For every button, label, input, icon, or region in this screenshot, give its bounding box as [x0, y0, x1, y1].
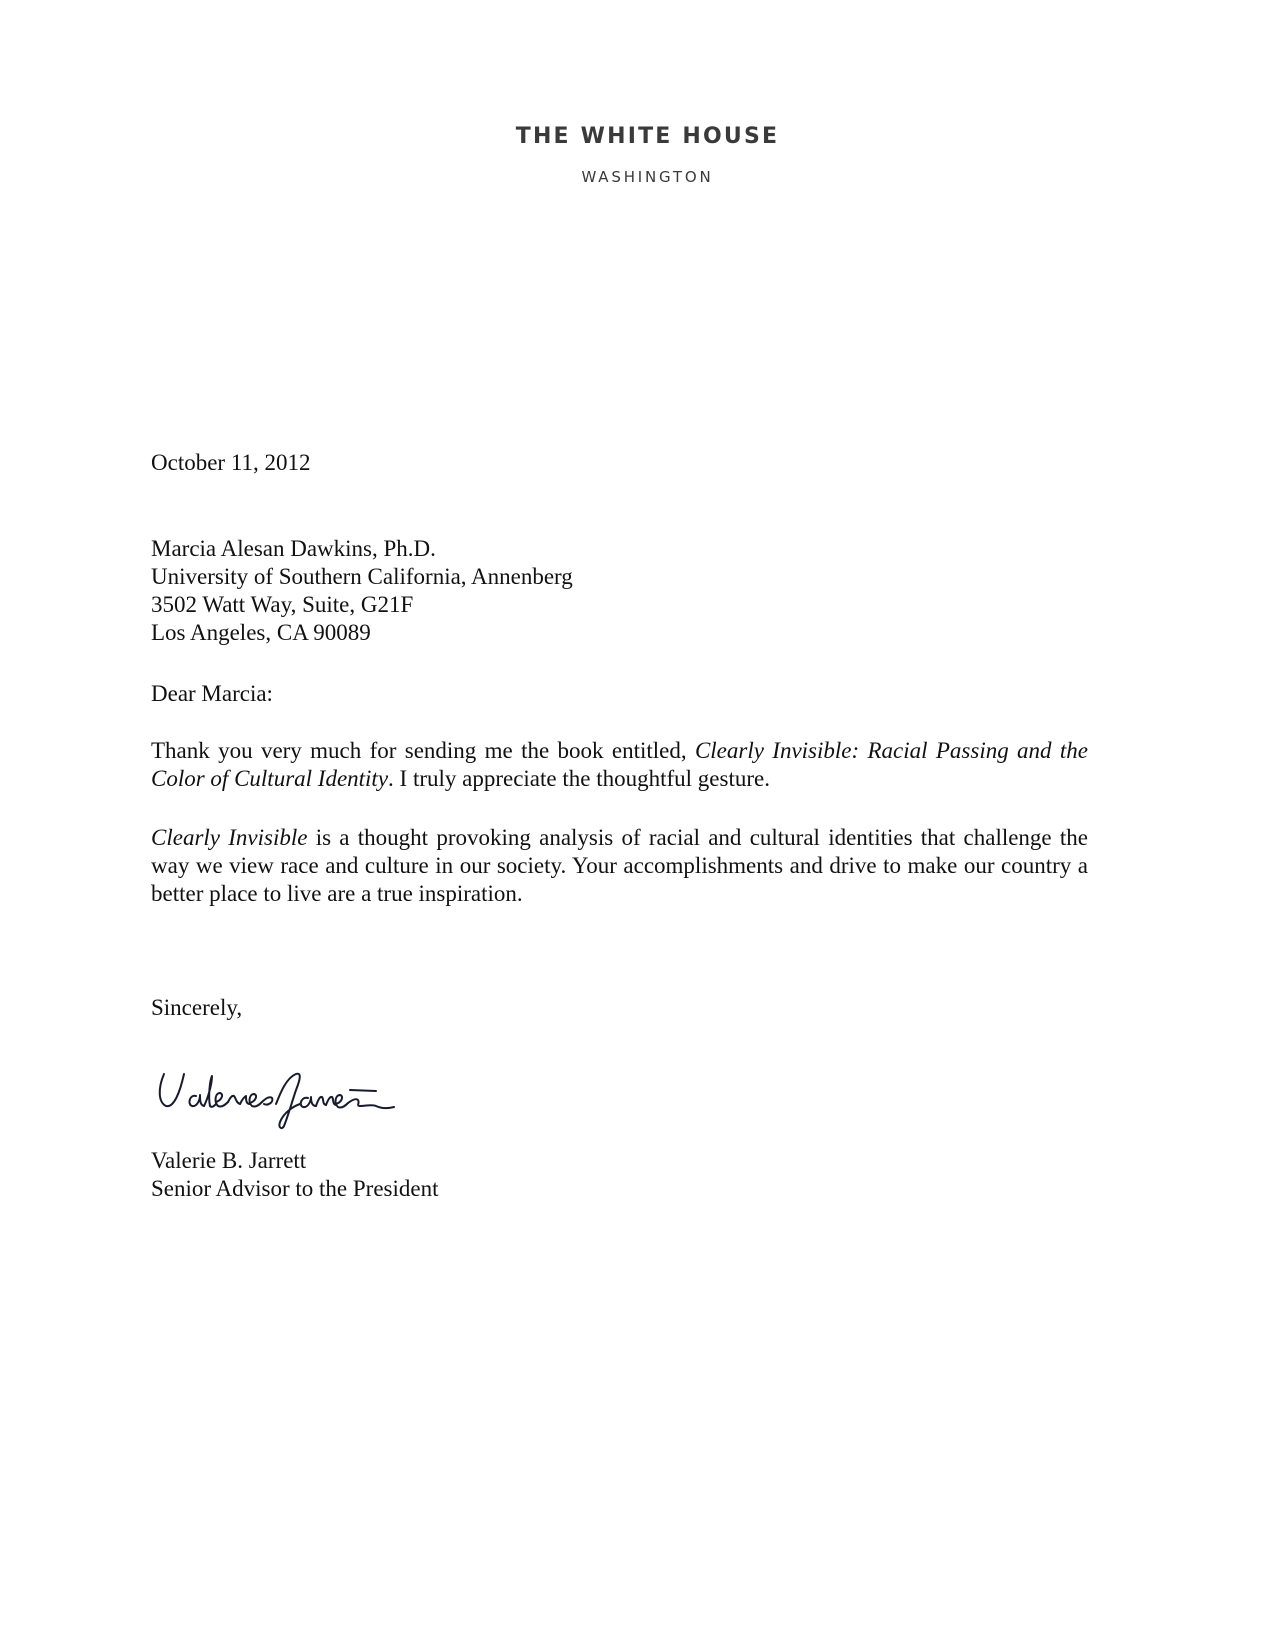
- recipient-city: Los Angeles, CA 90089: [151, 620, 371, 645]
- p2-text: is a thought provoking analysis of racial and cultural identities that challenge the way we view race and culture in our society. Your accomplishments and drive to make our country a better place to live are a true inspiration.: [151, 825, 1088, 906]
- salutation: Dear Marcia:: [151, 681, 273, 706]
- recipient-institution: University of Southern California, Annenberg: [151, 564, 573, 589]
- letter-date: October 11, 2012: [151, 450, 311, 475]
- p1-intro: Thank you very much for sending me the book entitled,: [151, 738, 695, 763]
- book-title-short: Clearly Invisible: [151, 825, 308, 850]
- recipient-address: [151, 535, 573, 647]
- closing: Sincerely,: [151, 995, 243, 1020]
- p1-end: . I truly appreciate the thoughtful gesture.: [388, 766, 770, 791]
- letterhead-title: THE WHITE HOUSE: [515, 124, 780, 149]
- signer-name: Valerie B. Jarrett: [151, 1148, 307, 1173]
- recipient-street: 3502 Watt Way, Suite, G21F: [151, 592, 414, 617]
- recipient-name: Marcia Alesan Dawkins, Ph.D.: [151, 536, 436, 561]
- body-paragraph-2: [151, 824, 1088, 908]
- signer-title: Senior Advisor to the President: [151, 1176, 439, 1201]
- body-paragraph-1: [151, 737, 1088, 793]
- handwritten-signature: [150, 1060, 420, 1135]
- letterhead-subtitle: WASHINGTON: [581, 168, 714, 186]
- book-title: Clearly Invisible: Racial Passing and the Color of Cultural Identity: [151, 738, 1088, 791]
